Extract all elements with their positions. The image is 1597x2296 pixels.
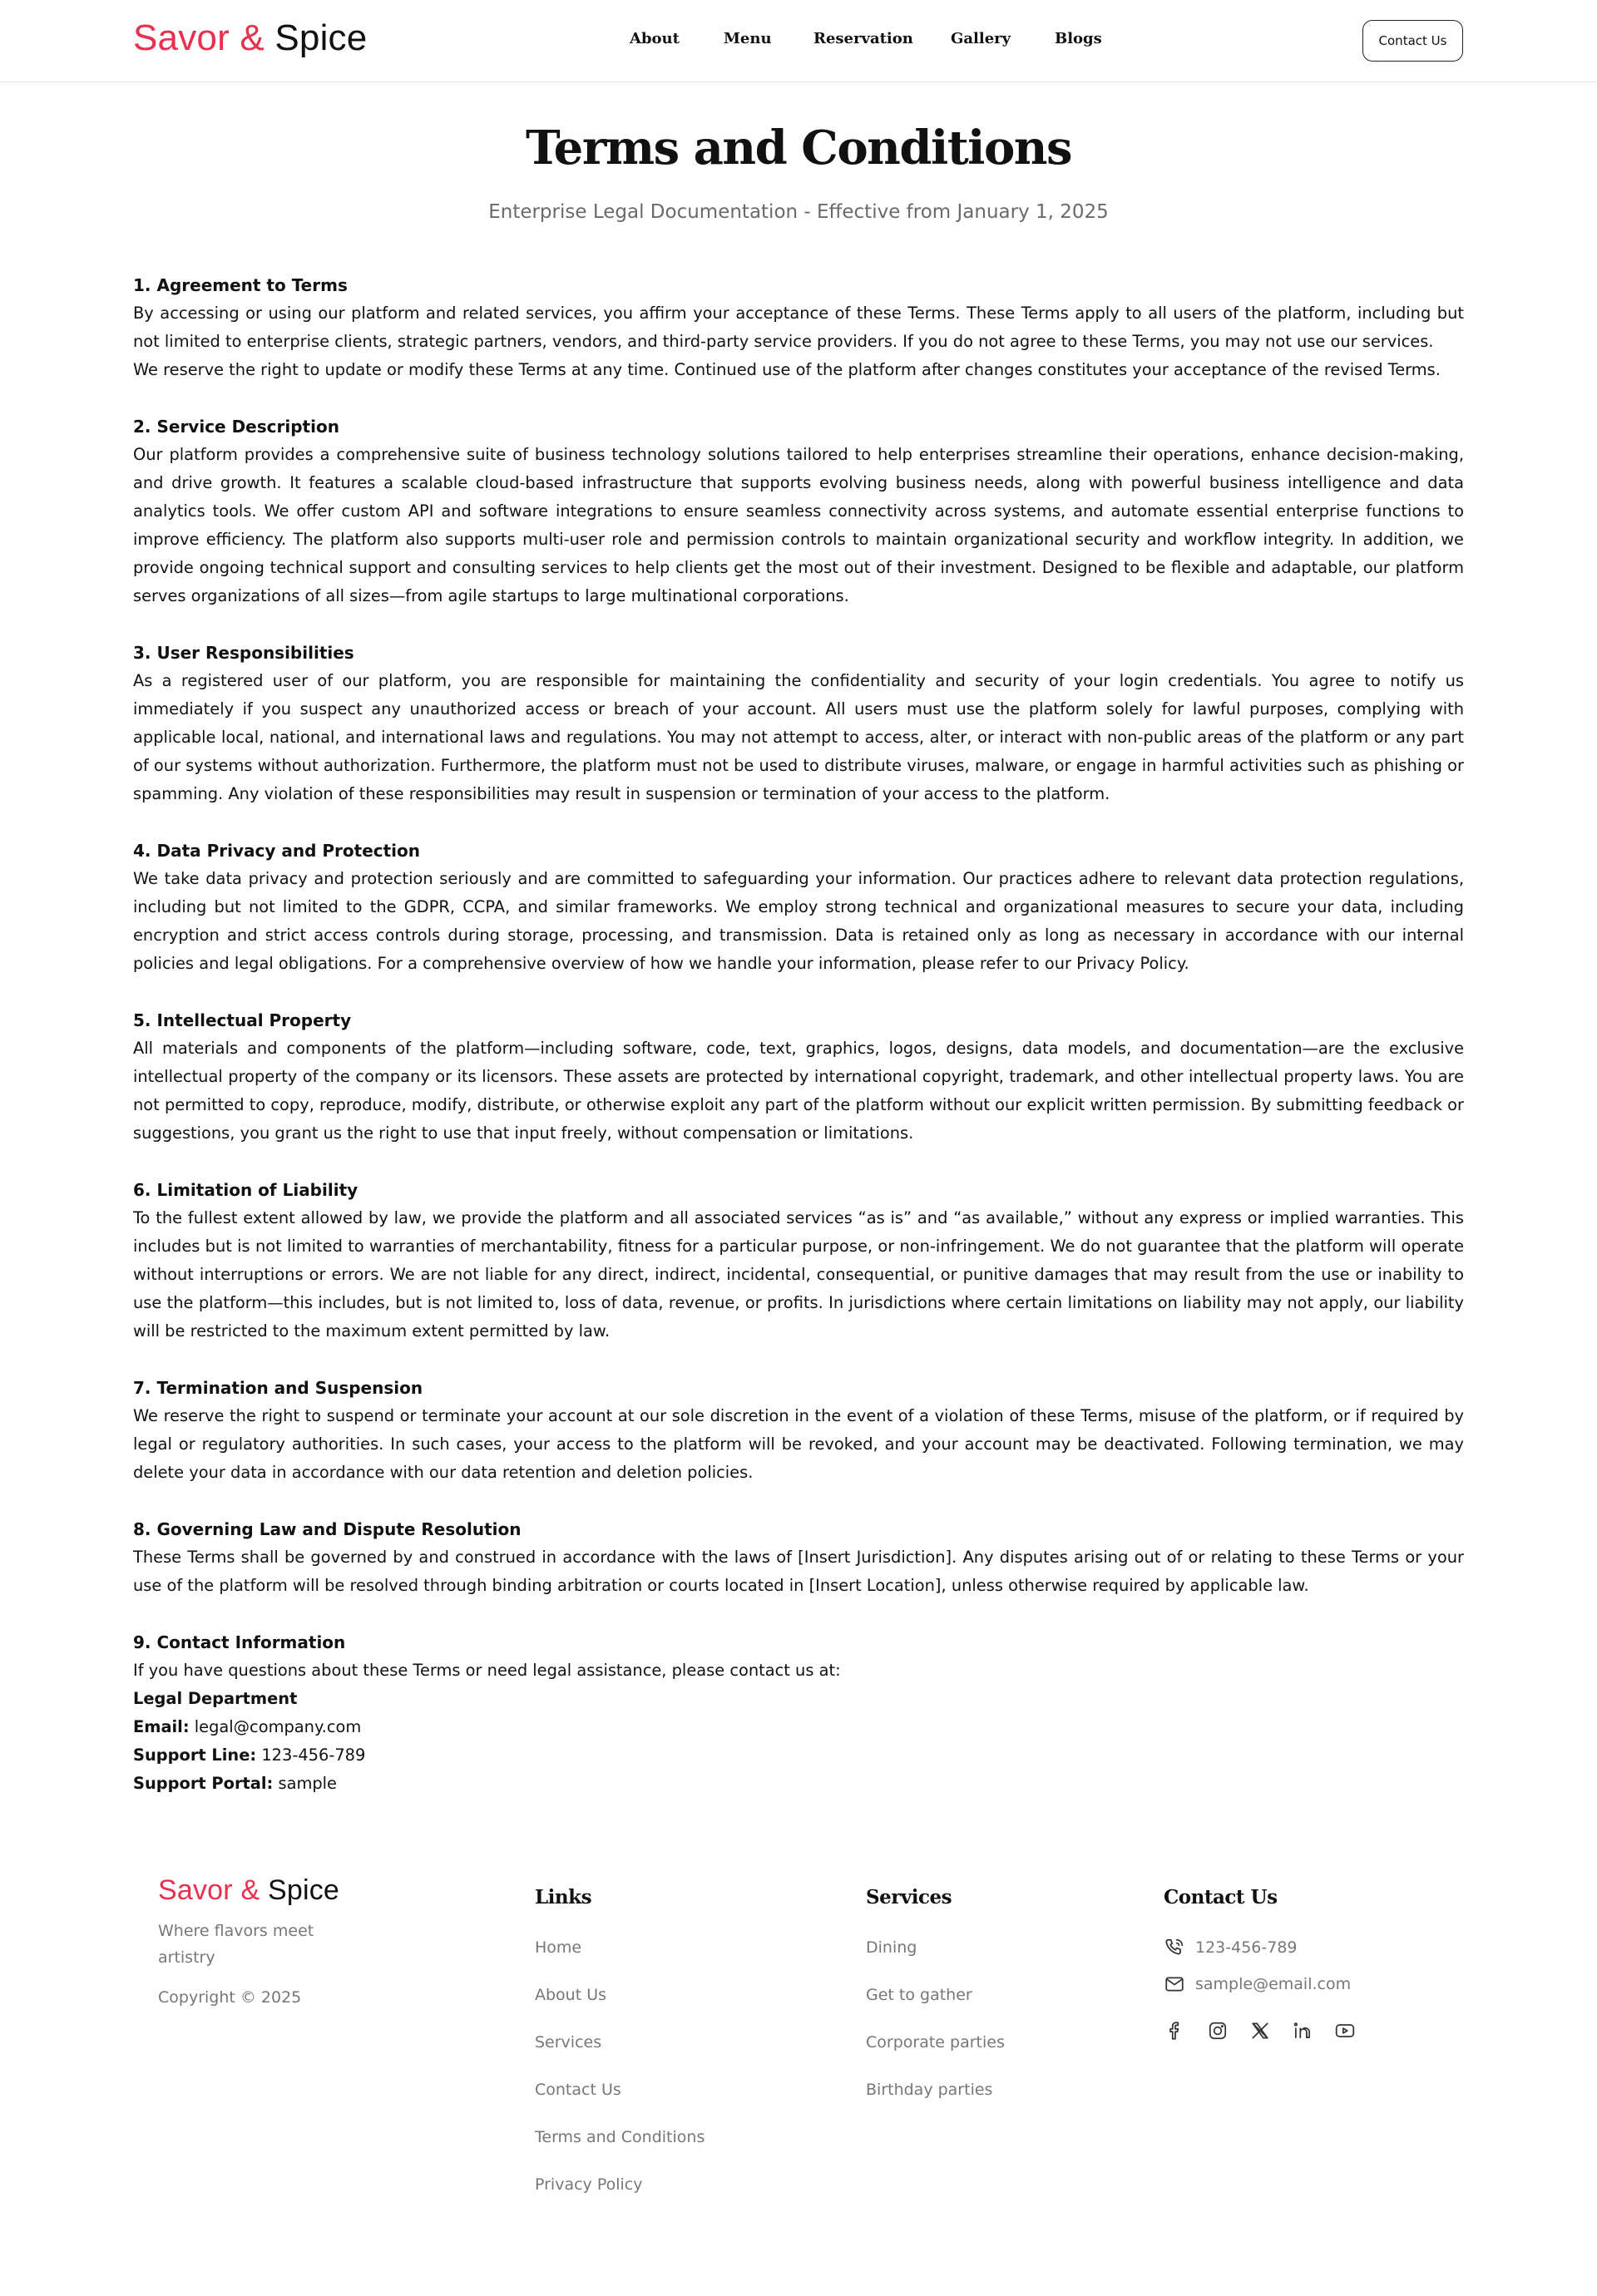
- support-line-value[interactable]: 123-456-789: [261, 1745, 366, 1765]
- contact-intro: If you have questions about these Terms or need legal assistance, please contact us at:: [133, 1661, 841, 1680]
- logo-rest-text: Spice: [264, 17, 368, 58]
- section-heading: 6. Limitation of Liability: [133, 1180, 358, 1200]
- footer-contact-heading: Contact Us: [1164, 1886, 1278, 1908]
- section-limitation-of-liability: [133, 1176, 1464, 1346]
- youtube-icon[interactable]: [1334, 2020, 1356, 2042]
- section-paragraph: Our platform provides a comprehensive suite of business technology solutions tailored to help enterprises streamline their operations, enhance decision-making, and drive growth. It features a scalable cloud-based infrastructure that supports evolving business needs, along with powerful business intelligence and data analytics tools. We offer custom API and software integrations to ensure seamless connectivity across systems, and automate essential enterprise functions to improve efficiency. The platform also supports multi-user role and permission controls to maintain organizational security and workflow integrity. In addition, we provide ongoing technical support and consulting services to help clients get the most out of their investment. Designed to be flexible and adaptable, our platform serves organizations of all sizes—from agile startups to large multinational corporations.: [133, 445, 1464, 605]
- support-line-label: Support Line:: [133, 1745, 257, 1765]
- terms-content: [133, 271, 1464, 1826]
- footer-service-dining[interactable]: Dining: [866, 1938, 917, 1957]
- page-title: Terms and Conditions: [525, 121, 1072, 175]
- footer-service-birthday-parties[interactable]: Birthday parties: [866, 2081, 993, 2099]
- section-heading: 7. Termination and Suspension: [133, 1378, 423, 1398]
- section-paragraph: These Terms shall be governed by and construed in accordance with the laws of [Insert Jurisdiction]. Any disputes arising out of or relating to these Terms or your use of the platform will be resolved through binding arbitration or courts located in [Insert Location], unless otherwise required by applicable law.: [133, 1548, 1464, 1595]
- footer-phone: 123-456-789: [1195, 1938, 1298, 1957]
- contact-support-portal: [133, 1770, 1464, 1798]
- footer-link-terms[interactable]: Terms and Conditions: [535, 2128, 705, 2146]
- section-user-responsibilities: [133, 639, 1464, 808]
- header-logo[interactable]: [133, 17, 368, 58]
- page-subtitle: Enterprise Legal Documentation - Effective from January 1, 2025: [488, 201, 1109, 223]
- section-paragraph: We take data privacy and protection seriously and are committed to safeguarding your information. Our practices adhere to relevant data protection regulations, including but not limited to the GDPR, CCPA, and similar frameworks. We employ strong technical and organizational measures to secure your data, including encryption and strict access controls during storage, processing, and transmission. Data is retained only as long as necessary in accordance with our internal policies and legal obligations. For a comprehensive overview of how we handle your information, please refer to our Privacy Policy.: [133, 869, 1464, 973]
- section-heading: 9. Contact Information: [133, 1632, 346, 1652]
- section-heading: 8. Governing Law and Dispute Resolution: [133, 1519, 522, 1539]
- section-contact-information: [133, 1628, 1464, 1798]
- footer-email: sample@email.com: [1195, 1975, 1352, 1993]
- section-heading: 4. Data Privacy and Protection: [133, 841, 421, 861]
- support-portal-label: Support Portal:: [133, 1774, 274, 1793]
- footer-link-privacy-policy[interactable]: Privacy Policy: [535, 2175, 643, 2194]
- footer-email-row[interactable]: [1164, 1972, 1351, 1997]
- section-paragraph: We reserve the right to update or modify these Terms at any time. Continued use of the platform after changes constitutes your acceptance of the revised Terms.: [133, 360, 1441, 379]
- footer-service-corporate-parties[interactable]: Corporate parties: [866, 2033, 1005, 2052]
- section-heading: 1. Agreement to Terms: [133, 275, 348, 295]
- legal-department: Legal Department: [133, 1689, 298, 1708]
- logo-rest-text: Spice: [260, 1874, 340, 1906]
- email-label: Email:: [133, 1717, 190, 1736]
- section-intellectual-property: [133, 1006, 1464, 1148]
- instagram-icon[interactable]: [1207, 2020, 1229, 2042]
- footer-link-about-us[interactable]: About Us: [535, 1986, 607, 2004]
- footer-tagline: Where flavors meet artistry: [158, 1922, 314, 1967]
- section-paragraph: All materials and components of the platform—including software, code, text, graphics, logos, designs, data models, and documentation—are the exclusive intellectual property of the company or its licensors. These assets are protected by international copyright, trademark, and other intellectual property laws. You are not permitted to copy, reproduce, modify, distribute, or otherwise exploit any part of the platform without our explicit written permission. By submitting feedback or suggestions, you grant us the right to use that input freely, without compensation or limitations.: [133, 1039, 1464, 1143]
- footer-services-list: [866, 1935, 1005, 2125]
- footer-phone-row[interactable]: [1164, 1935, 1298, 1960]
- email-value[interactable]: legal@company.com: [194, 1717, 362, 1736]
- section-termination: [133, 1374, 1464, 1487]
- footer-service-get-together[interactable]: Get to gather: [866, 1986, 972, 2004]
- section-heading: 5. Intellectual Property: [133, 1010, 352, 1030]
- nav-menu[interactable]: Menu: [724, 30, 772, 47]
- section-governing-law: [133, 1515, 1464, 1600]
- footer-link-contact-us[interactable]: Contact Us: [535, 2081, 621, 2099]
- logo-accent-text: Savor &: [133, 17, 265, 58]
- mail-icon: [1164, 1973, 1185, 1995]
- footer-link-home[interactable]: Home: [535, 1938, 582, 1957]
- section-paragraph: We reserve the right to suspend or terminate your account at our sole discretion in the event of a violation of these Terms, misuse of the platform, or if required by legal or regulatory authorities. In such cases, your access to the platform will be revoked, and your account may be deactivated. Following termination, we may delete your data in accordance with our data retention and deletion policies.: [133, 1406, 1464, 1482]
- footer-logo[interactable]: [158, 1876, 339, 1904]
- logo-accent-text: Savor &: [158, 1874, 260, 1906]
- section-heading: 3. User Responsibilities: [133, 643, 354, 663]
- footer-copyright: Copyright © 2025: [158, 1988, 302, 2007]
- contact-us-button[interactable]: Contact Us: [1362, 20, 1463, 62]
- section-agreement: [133, 271, 1464, 384]
- section-paragraph: To the fullest extent allowed by law, we provide the platform and all associated services “as is” and “as available,” without any express or implied warranties. This includes but is not limited to warranties of merchantability, fitness for a particular purpose, or non-infringement. We do not guarantee that the platform will operate without interruptions or errors. We are not liable for any direct, indirect, incidental, consequential, or punitive damages that may result from the use or inability to use the platform—this includes, but is not limited to, loss of data, revenue, or profits. In jurisdictions where certain limitations on liability may not apply, our liability will be restricted to the maximum extent permitted by law.: [133, 1208, 1464, 1341]
- social-links: [1164, 2019, 1377, 2042]
- section-data-privacy: [133, 837, 1464, 978]
- linkedin-icon[interactable]: [1292, 2020, 1313, 2042]
- nav-about[interactable]: About: [630, 30, 680, 47]
- nav-gallery[interactable]: Gallery: [951, 30, 1011, 47]
- facebook-icon[interactable]: [1164, 2020, 1186, 2042]
- x-icon[interactable]: [1249, 2020, 1271, 2042]
- site-footer: [0, 1863, 1597, 2296]
- contact-support-line: [133, 1741, 1464, 1770]
- footer-links-heading: Links: [535, 1886, 592, 1908]
- footer-links-list: [535, 1935, 705, 2219]
- section-paragraph: By accessing or using our platform and related services, you affirm your acceptance of these Terms. These Terms apply to all users of the platform, including but not limited to enterprise clients, strategic partners, vendors, and third-party service providers. If you do not agree to these Terms, you may not use our services.: [133, 304, 1464, 351]
- section-paragraph: As a registered user of our platform, you are responsible for maintaining the confidentiality and security of your login credentials. You agree to notify us immediately if you suspect any unauthorized access or breach of your account. All users must use the platform solely for lawful purposes, complying with applicable local, national, and international laws and regulations. You may not attempt to access, alter, or interact with non-public areas of the platform or any part of our systems without authorization. Furthermore, the platform must not be used to distribute viruses, malware, or engage in harmful activities such as phishing or spamming. Any violation of these responsibilities may result in suspension or termination of your access to the platform.: [133, 671, 1464, 803]
- section-heading: 2. Service Description: [133, 417, 339, 437]
- footer-services-heading: Services: [866, 1886, 952, 1908]
- support-portal-value[interactable]: sample: [278, 1774, 337, 1793]
- section-service-description: [133, 412, 1464, 610]
- contact-email-line: [133, 1713, 1464, 1741]
- nav-blogs[interactable]: Blogs: [1055, 30, 1102, 47]
- footer-link-services[interactable]: Services: [535, 2033, 602, 2052]
- phone-icon: [1164, 1937, 1185, 1958]
- site-header: [0, 0, 1597, 82]
- nav-reservation[interactable]: Reservation: [813, 30, 913, 47]
